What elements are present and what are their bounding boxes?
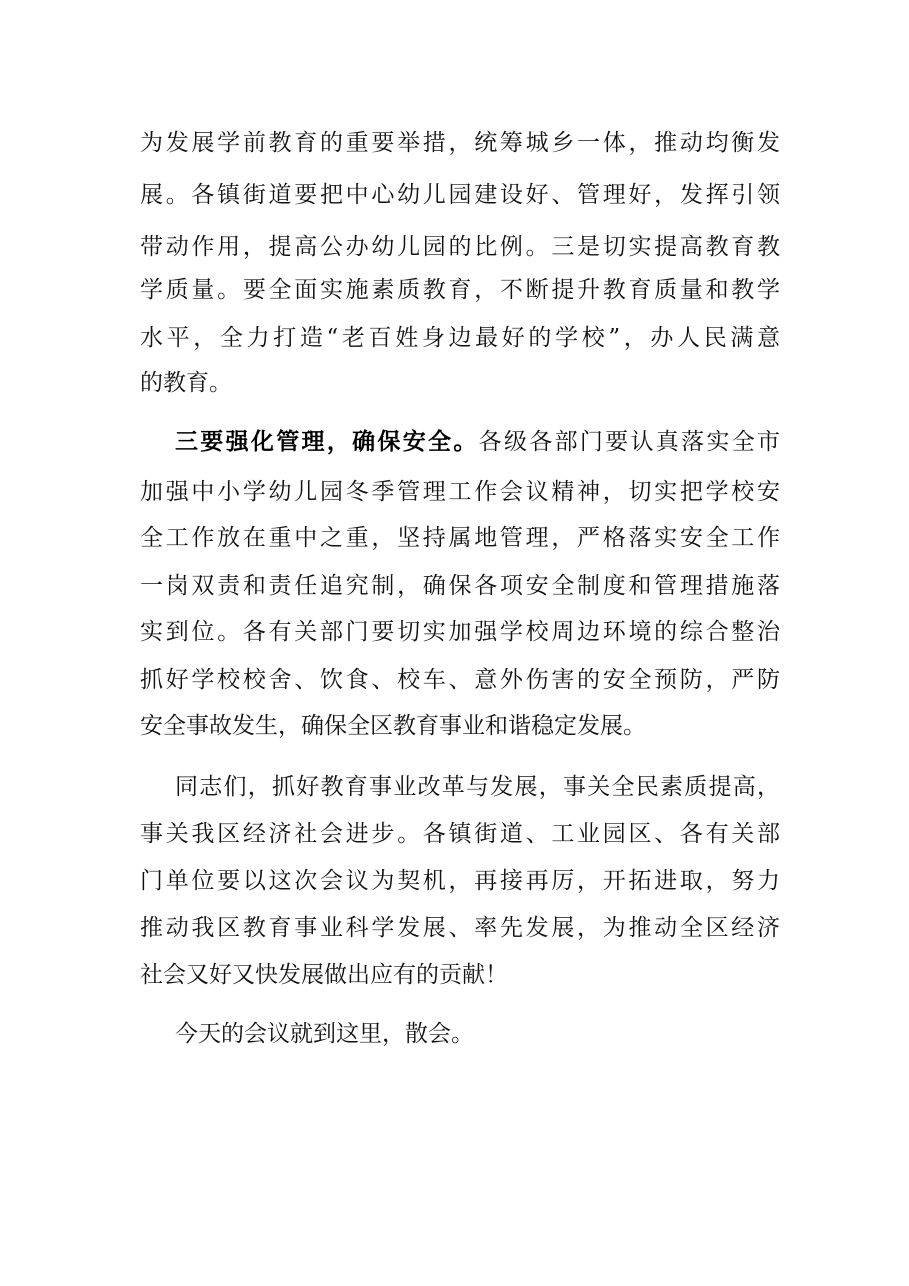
paragraph-1-line-1: 为发展学前教育的重要举措，统筹城乡一体，推动均衡发 [140, 130, 780, 156]
paragraph-3-line-2: 事关我区经济社会进步。各镇街道、工业园区、各有关部 [140, 821, 780, 847]
paragraph-2-line-2: 加强中小学幼儿园冬季管理工作会议精神，切实把学校安 [140, 479, 780, 505]
paragraph-2-line-7: 安全事故发生，确保全区教育事业和谐稳定发展。 [140, 713, 646, 739]
paragraph-3-line-1: 同志们，抓好教育事业改革与发展，事关全民素质提高， [175, 774, 780, 800]
paragraph-1-line-6: 的教育。 [140, 370, 232, 396]
paragraph-4-line-1: 今天的会议就到这里，散会。 [175, 1021, 474, 1047]
paragraph-1-line-3: 带动作用，提高公办幼儿园的比例。三是切实提高教育教 [140, 234, 780, 260]
paragraph-2-line-1 [175, 422, 780, 462]
paragraph-1-line-4: 学质量。要全面实施素质教育，不断提升教育质量和教学 [140, 277, 780, 303]
section-heading: 三要强化管理，确保安全。 [175, 429, 479, 455]
paragraph-2-line-4: 一岗双责和责任追究制，确保各项安全制度和管理措施落 [140, 573, 780, 599]
paragraph-1-line-5: 水平，全力打造“老百姓身边最好的学校”，办人民满意 [140, 325, 780, 351]
paragraph-1-line-2: 展。各镇街道要把中心幼儿园建设好、管理好，发挥引领 [140, 182, 780, 208]
paragraph-2-line-5: 实到位。各有关部门要切实加强学校周边环境的综合整治 [140, 619, 780, 645]
paragraph-3-line-4: 推动我区教育事业科学发展、率先发展，为推动全区经济 [140, 915, 780, 941]
paragraph-3-line-5: 社会又好又快发展做出应有的贡献！ [140, 962, 508, 988]
paragraph-3-line-3: 门单位要以这次会议为契机，再接再厉，开拓进取，努力 [140, 868, 780, 894]
paragraph-2-line-3: 全工作放在重中之重，坚持属地管理，严格落实安全工作 [140, 525, 780, 551]
paragraph-2-line-1-rest: 各级各部门要认真落实全市 [478, 429, 781, 455]
paragraph-2-line-6: 抓好学校校舍、饮食、校车、意外伤害的安全预防，严防 [140, 667, 780, 693]
